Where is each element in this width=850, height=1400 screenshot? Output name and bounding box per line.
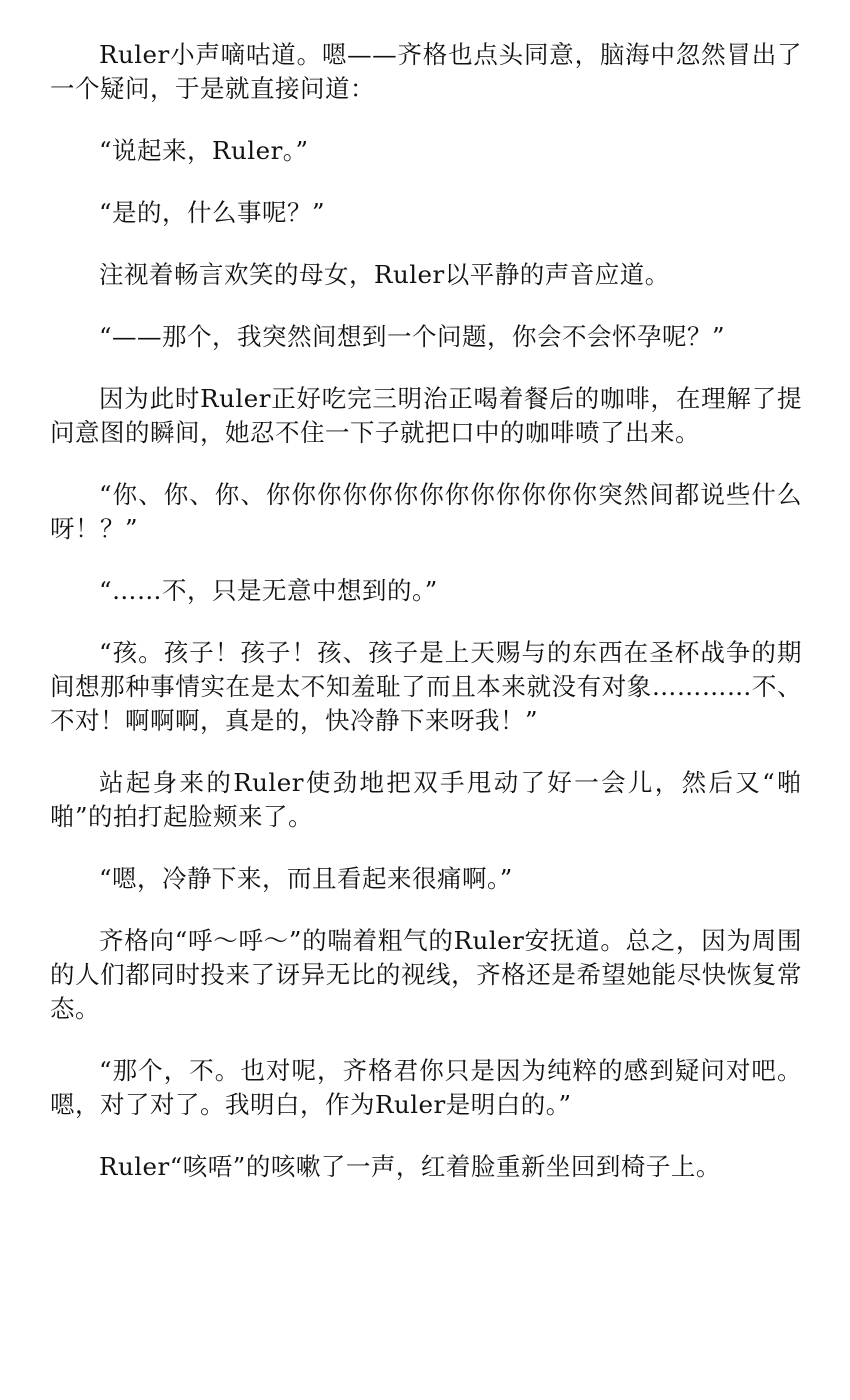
paragraph-5: “——那个，我突然间想到一个问题，你会不会怀孕呢？”: [99, 322, 726, 351]
paragraph-7: “你、你、你、你你你你你你你你你你你你你突然间都说些什么呀！？”: [50, 480, 802, 543]
paragraph-9: “孩。孩子！孩子！孩、孩子是上天赐与的东西在圣杯战争的期间想那种事情实在是太不知羞耻了而且本来就没有对象…………不、不对！啊啊啊，真是的，快冷静下来呀我！”: [50, 638, 802, 735]
paragraph-12: 齐格向“呼～呼～”的喘着粗气的Ruler安抚道。总之，因为周围的人们都同时投来了讶异无比的视线，齐格还是希望她能尽快恢复常态。: [50, 926, 802, 1023]
paragraph-3: “是的，什么事呢？”: [99, 198, 326, 227]
paragraph-11: “嗯，冷静下来，而且看起来很痛啊。”: [99, 864, 513, 893]
paragraph-10: 站起身来的Ruler使劲地把双手甩动了好一会儿，然后又“啪啪”的拍打起脸颊来了。: [50, 768, 802, 831]
paragraph-14: Ruler“咳唔”的咳嗽了一声，红着脸重新坐回到椅子上。: [99, 1152, 721, 1181]
paragraph-6: 因为此时Ruler正好吃完三明治正喝着餐后的咖啡，在理解了提问意图的瞬间，她忍不住一下子就把口中的咖啡喷了出来。: [50, 384, 802, 447]
paragraph-1: Ruler小声嘀咕道。嗯——齐格也点头同意，脑海中忽然冒出了一个疑问，于是就直接问道：: [50, 40, 802, 103]
paragraph-2: “说起来，Ruler。”: [99, 136, 309, 165]
paragraph-8: “……不，只是无意中想到的。”: [99, 576, 438, 605]
paragraph-13: “那个，不。也对呢，齐格君你只是因为纯粹的感到疑问对吧。嗯，对了对了。我明白，作为Ruler是明白的。”: [50, 1056, 802, 1119]
paragraph-4: 注视着畅言欢笑的母女，Ruler以平静的声音应道。: [99, 260, 670, 289]
